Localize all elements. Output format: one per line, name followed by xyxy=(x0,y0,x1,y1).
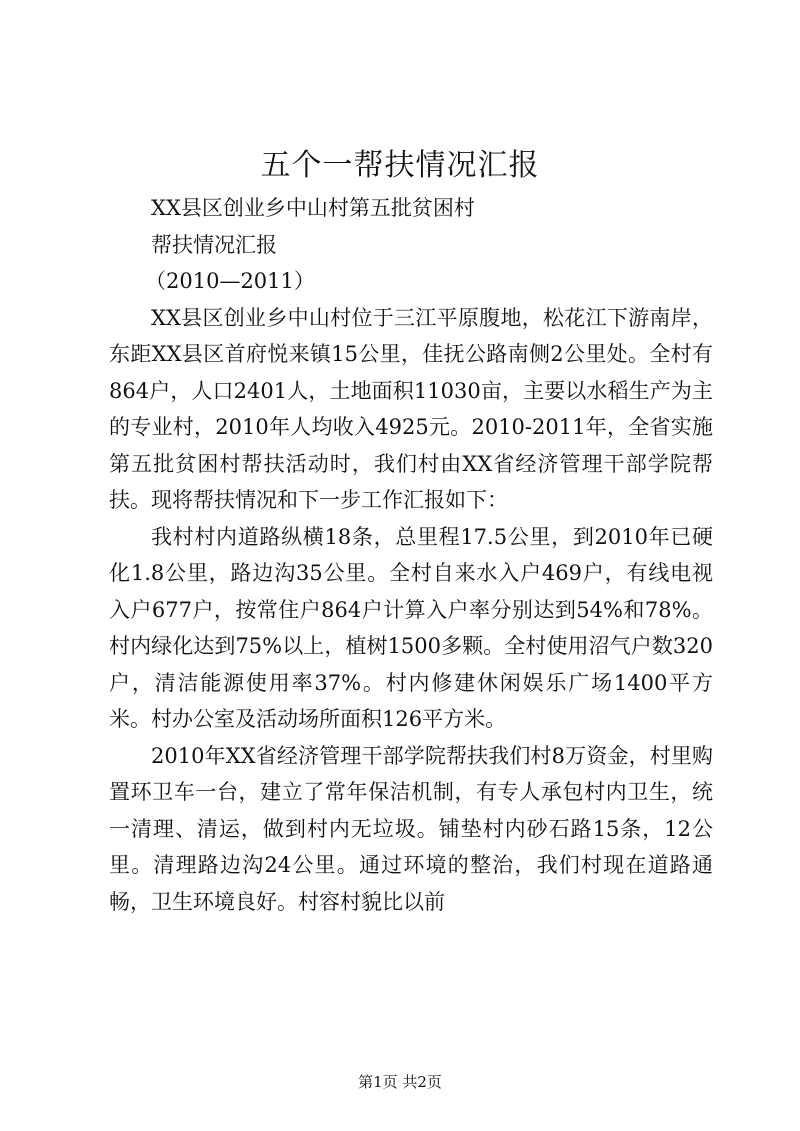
paragraph-intro: XX县区创业乡中山村位于三江平原腹地，松花江下游南岸，东距XX县区首府悦来镇15公里，佳抚公路南侧2公里处。全村有864户，人口2401人，土地面积11030亩，主要以水稻生产为主的专业村，2010年人均收入4925元。2010-2011年，全省实施第五批贫困村帮扶活动时，我们村由XX省经济管理干部学院帮扶。现将帮扶情况和下一步工作汇报如下： xyxy=(109,305,713,512)
subtitle-line-1: XX县区创业乡中山村第五批贫困村 xyxy=(151,196,475,220)
document-body xyxy=(109,190,713,920)
page-footer: 第1页 共2页 xyxy=(358,1073,442,1091)
paragraph-infrastructure: 我村村内道路纵横18条，总里程17.5公里，到2010年已硬化1.8公里，路边沟35公里。全村自来水入户469户，有线电视入户677户，按常住户864户计算入户率分别达到54%和78%。村内绿化达到75%以上，植树1500多颗。全村使用沼气户数320户，清洁能源使用率37%。村内修建休闲娱乐广场1400平方米。村办公室及活动场所面积126平方米。 xyxy=(109,524,713,731)
paragraph-funding: 2010年XX省经济管理干部学院帮扶我们村8万资金，村里购置环卫车一台，建立了常年保洁机制，有专人承包村内卫生，统一清理、清运，做到村内无垃圾。铺垫村内砂石路15条，12公里。清理路边沟24公里。通过环境的整治，我们村现在道路通畅，卫生环境良好。村容村貌比以前 xyxy=(109,743,713,914)
document-title: 五个一帮扶情况汇报 xyxy=(260,148,540,183)
date-range: （2010—2011） xyxy=(145,269,315,293)
subtitle-line-2: 帮扶情况汇报 xyxy=(151,232,277,257)
